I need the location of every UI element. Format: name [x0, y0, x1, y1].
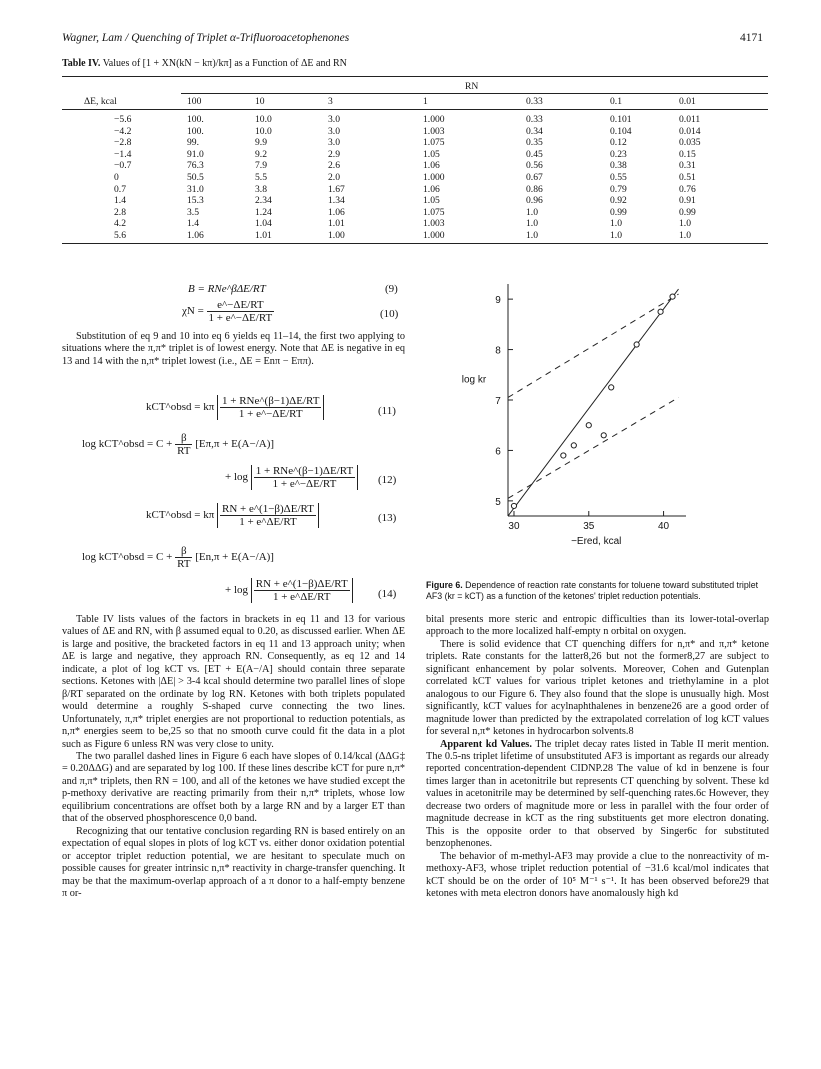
table-cell: 76.3: [187, 160, 204, 172]
data-point: [511, 503, 516, 508]
table-cell: 1.05: [423, 148, 440, 160]
x-tick-label: 40: [658, 521, 670, 532]
table-cell: 3.0: [328, 125, 340, 137]
figure-caption-text: Dependence of reaction rate constants for toluene toward substituted triplet AF3 (kr = kCT) as a function of the ketones' triplet reduction potentials.: [426, 580, 759, 601]
table-cell: 2.6: [328, 160, 340, 172]
table-cell: 0.51: [679, 172, 696, 183]
table-cell: 1.0: [526, 206, 538, 218]
table-column-header: 1: [423, 96, 428, 107]
table-column-header: 10: [255, 96, 265, 107]
y-tick-label: 7: [495, 396, 501, 407]
equation-14: log kCT^obsd = C + $\frac{\beta}{RT}$ [En,π + E(A−/A)]: [82, 545, 274, 570]
right-column-text: [426, 614, 769, 900]
table-column-header: 100: [187, 96, 202, 107]
paragraph-m-methyl: The behavior of m-methyl-AF3 may provide a clue to the nonreactivity of m-methoxy-AF3, whose triplet reduction potential of −31.6 kcal/mol indicates that kCT should be on the order of 10⁵ M⁻¹ s⁻¹. It has been observed before29 that ketones with meta electron donors have anomalously high kd: [426, 850, 769, 899]
table-cell: 1.0: [610, 230, 622, 241]
x-axis-label: −Ered, kcal: [571, 536, 622, 547]
equation-12-log: + log $\frac{\text{1 + RNe\textasciicircum{}(β−1)ΔE/RT}}{1 + e\^{}-\Delta E/RT}$: [225, 465, 358, 490]
equation-11-number: (11): [378, 405, 396, 417]
dashed-line: [508, 397, 679, 498]
table-cell: 0.67: [526, 172, 543, 183]
table-group-rule: [181, 93, 768, 94]
table-row-header: ΔE, kcal: [84, 96, 117, 107]
table-column-header: 0.01: [679, 96, 696, 107]
y-tick-label: 9: [495, 295, 501, 307]
table-group-header: RN: [465, 81, 479, 92]
table-cell: 1.0: [679, 218, 691, 230]
table-column-header: 3: [328, 96, 333, 107]
table-cell: 0.99: [679, 206, 696, 218]
dashed-line: [508, 294, 679, 397]
table-cell: 99.: [187, 137, 199, 149]
paragraph-apparent-kd: Apparent kd Values. The triplet decay rates listed in Table II merit mention. The 0.5-ns triplet lifetime of unsubstituted AF3 is important as regards our already reported concentration-dependent CIDNP.28 The value of kd in benzene is four times larger than in acetonitrile but represents CT quenching by solvent. These kd values in acetonitrile may be determined by self-quenching rates.6c However, they decrease two orders of magnitude more or less in parallel with the four order of magnitude decrease in kCT as the ring substituents get more electron donating. This is the opposite order to that observed by Singer6c for substituted benzophenones.: [426, 738, 769, 850]
paragraph-dashed-lines: The two parallel dashed lines in Figure 6 each have slopes of 0.14/kcal (ΔΔG‡ = 0.20ΔΔG) and are separated by log 100. If these lines describe kCT for pure n,π* and π,π* triplets, then RN = 100, and all of the ketones we have studied except the p-methoxy derivative are reacting primarily from their n,π* triplets, whose low equilibrium concentrations are offset both by a large RN and by a larger ET than that of the observed phosphorescence 0,0 band.: [62, 750, 405, 825]
table-cell: 5.5: [255, 172, 267, 183]
table-cell: 91.0: [187, 148, 204, 160]
table-cell: 0.011: [679, 114, 701, 125]
table-cell: 50.5: [187, 172, 204, 183]
data-point: [571, 443, 576, 448]
table-cell-delta-e: −0.7: [114, 160, 132, 172]
table-cell: 0.014: [679, 125, 701, 137]
data-point: [586, 423, 591, 428]
table-cell: 0.56: [526, 160, 543, 172]
table-column-header: 0.33: [526, 96, 543, 107]
left-column-text: [62, 614, 405, 900]
table-cell: 1.075: [423, 206, 445, 218]
data-point: [670, 294, 675, 299]
table-cell: 0.12: [610, 137, 627, 149]
table-cell: 0.99: [610, 206, 627, 218]
table-cell: 1.04: [255, 218, 272, 230]
table-cell: 0.92: [610, 195, 627, 207]
equation-9: B = RNe^βΔE/RT: [188, 283, 266, 295]
table-cell: 0.86: [526, 183, 543, 195]
table-cell: 1.075: [423, 137, 445, 149]
table-cell: 15.3: [187, 195, 204, 207]
table-cell: 0.33: [526, 114, 543, 125]
equation-14-number: (14): [378, 588, 397, 600]
table-cell: 2.9: [328, 148, 340, 160]
table-column-header: 0.1: [610, 96, 622, 107]
table-cell: 0.96: [526, 195, 543, 207]
table-cell: 31.0: [187, 183, 204, 195]
table-cell: 1.01: [255, 230, 272, 241]
table-cell: 2.0: [328, 172, 340, 183]
table-cell: 1.000: [423, 230, 445, 241]
table-cell: 3.8: [255, 183, 267, 195]
table-cell: 0.55: [610, 172, 627, 183]
equation-9-number: (9): [385, 283, 398, 295]
table-cell-delta-e: −2.8: [114, 137, 132, 149]
paragraph-intro: Substitution of eq 9 and 10 into eq 6 yields eq 11–14, the first two applying to situations where the π,π* triplet is of lowest energy. Note that ΔE is negative in eq 13 and 14 with the n,π* triplet lowest (i.e., ΔE = Enπ − Eππ).: [62, 331, 405, 367]
table-cell: 0.91: [679, 195, 696, 207]
table-cell: 1.0: [526, 218, 538, 230]
table-top-rule: [62, 76, 768, 77]
x-tick-label: 30: [508, 521, 520, 532]
table-cell: 3.5: [187, 206, 199, 218]
table-cell: 7.9: [255, 160, 267, 172]
equation-12-number: (12): [378, 474, 397, 486]
table-cell: 3.0: [328, 137, 340, 149]
data-point: [609, 385, 614, 390]
table-cell: 1.000: [423, 172, 445, 183]
table-cell-delta-e: −4.2: [114, 125, 132, 137]
table-cell: 1.000: [423, 114, 445, 125]
paragraph-ct-evidence: There is solid evidence that CT quenching differs for n,π* and π,π* ketone triplets. Rate constants for the latter8,26 but not the former8,27 are subject to significant enhancement by polar solvents. Moreover, Cohen and Gutenplan correlated kCT values for various triplet ketones and triethylamine in a plot analogous to our Figure 6. They also found that the slope is unusually high. Most significantly, kCT values for acylnaphthalenes in benzene26 are a good order of magnitude lower than predicted by the extrapolated correlation of log kCT values for several n,π* ketones in hydrocarbon solvents.8: [426, 638, 769, 738]
equation-10-number: (10): [380, 308, 399, 320]
equation-13: kCT^obsd = kπ $\frac{RN + e\^{}(1-\beta)\Delta E/RT}{1 + e\^{}\Delta E/RT}$: [146, 503, 319, 528]
table-cell: 0.15: [679, 148, 696, 160]
table-cell: 1.05: [423, 195, 440, 207]
equation-14-log: + log $\frac{RN + e\^{}(1-\beta)\Delta E/RT}{1 + e\^{}\Delta E/RT}$: [225, 578, 353, 603]
table-cell: 10.0: [255, 125, 272, 137]
table-cell: 1.003: [423, 218, 445, 230]
table-cell: 100.: [187, 125, 204, 137]
data-point: [658, 309, 663, 314]
table-caption-text: Values of [1 + XN(kN − kπ)/kπ] as a Function of ΔE and RN: [102, 58, 347, 69]
figure-caption: [426, 580, 771, 601]
equation-12: log kCT^obsd = C + $\frac{\beta}{RT}$ [Eπ,π + E(A−/A)]: [82, 432, 275, 457]
table-cell: 1.06: [328, 206, 345, 218]
table-cell-delta-e: 1.4: [114, 195, 126, 207]
table-cell: 1.0: [679, 230, 691, 241]
table-cell: 1.00: [328, 230, 345, 241]
equation-13-number: (13): [378, 512, 397, 524]
table-cell: 9.9: [255, 137, 267, 149]
table-bottom-rule: [62, 243, 768, 244]
table-cell-delta-e: 5.6: [114, 230, 126, 241]
table-cell-delta-e: 2.8: [114, 206, 126, 218]
table-cell: 1.01: [328, 218, 345, 230]
table-cell: 9.2: [255, 148, 267, 160]
table-caption: [62, 58, 347, 69]
table-cell: 0.79: [610, 183, 627, 195]
x-tick-label: 35: [583, 521, 595, 532]
fit-line: [508, 289, 679, 516]
table-cell: 0.34: [526, 125, 543, 137]
table-cell: 1.0: [610, 218, 622, 230]
table-cell-delta-e: 4.2: [114, 218, 126, 230]
y-tick-label: 6: [495, 446, 501, 458]
table-cell: 0.31: [679, 160, 696, 172]
table-cell-delta-e: 0: [114, 172, 119, 183]
table-cell: 1.06: [187, 230, 204, 241]
table-header-rule: [62, 109, 768, 110]
data-point: [634, 342, 639, 347]
table-cell: 1.0: [526, 230, 538, 241]
paragraph-conclusion: Recognizing that our tentative conclusion regarding RN is based entirely on an expectation of equal slopes in plots of log kCT vs. either donor oxidation potential or acceptor triplet reduction potential, we are hesitant to speculate much on possible causes for greater intrinsic n,π* reactivity in charge-transfer quenching. It may be that the maximum-overlap approach of a π donor to a half-empty benzene π or-: [62, 825, 405, 899]
table-cell: 0.035: [679, 137, 701, 149]
y-axis-label: log kr: [461, 374, 487, 386]
table-cell-delta-e: −1.4: [114, 148, 132, 160]
table-cell: 0.76: [679, 183, 696, 195]
data-point: [601, 433, 606, 438]
table-cell: 1.06: [423, 183, 440, 195]
table-caption-label: Table IV.: [62, 58, 101, 69]
table-cell: 1.4: [187, 218, 199, 230]
table-cell: 1.34: [328, 195, 345, 207]
table-cell-delta-e: −5.6: [114, 114, 132, 125]
figure-6-chart: [426, 276, 771, 576]
y-tick-label: 8: [495, 345, 501, 357]
table-cell: 0.45: [526, 148, 543, 160]
table-cell: 0.38: [610, 160, 627, 172]
y-tick-label: 5: [495, 496, 501, 508]
table-cell: 0.35: [526, 137, 543, 149]
equation-11: kCT^obsd = kπ $\frac{\text{1 + RNe\textasciicircum{}(β−1)ΔE/RT}}{1 + e\^{}-\Delta E/RT}$: [146, 395, 324, 420]
table-cell: 1.67: [328, 183, 345, 195]
paragraph-table-iv: Table IV lists values of the factors in brackets in eq 11 and 13 for various values of ΔE and RN, with β assumed equal to 0.20, as discussed earlier. When ΔE is large and positive, the bracketed factors in eq 11 and 13 approach unity; when ΔE is large and negative, they approach RN. Consequently, as eq 12 and 14 indicate, a plot of log kCT vs. [ET + E(A−/A] should contain three separate sections. Ketones with |ΔE| > 3-4 kcal should determine two parallel lines of slope β/RT separated on the ordinate by log RN. Ketones with both triplets populated would determine a roughly S-shaped curve connecting the two lines. Unfortunately, π,π* triplet energies are not proportional to reduction potentials, as n,π* energies seem to be,25 so that no smooth curve could fit the data in a plot such as Figure 6 unless RN was very close to unity.: [62, 614, 405, 750]
table-cell: 0.101: [610, 114, 632, 125]
running-header-title: Wagner, Lam / Quenching of Triplet α-Trifluoroacetophenones: [62, 32, 350, 44]
table-cell: 2.34: [255, 195, 272, 207]
table-cell: 1.003: [423, 125, 445, 137]
table-cell: 1.06: [423, 160, 440, 172]
table-cell: 10.0: [255, 114, 272, 125]
table-cell: 0.23: [610, 148, 627, 160]
table-cell: 100.: [187, 114, 204, 125]
equation-10: χN = $\frac{e\^{}-\Delta E/RT}{1 + e\^{}-\Delta E/RT}$: [182, 299, 273, 324]
paragraph-orbital: bital presents more steric and entropic difficulties than its lower-total-overlap approach to the more localized half-empty n orbital on oxygen.: [426, 614, 769, 638]
table-cell: 3.0: [328, 114, 340, 125]
table-cell: 0.104: [610, 125, 632, 137]
data-point: [561, 453, 566, 458]
table-cell: 1.24: [255, 206, 272, 218]
table-cell-delta-e: 0.7: [114, 183, 126, 195]
figure-caption-label: Figure 6.: [426, 580, 463, 590]
page-number: 4171: [740, 32, 763, 44]
